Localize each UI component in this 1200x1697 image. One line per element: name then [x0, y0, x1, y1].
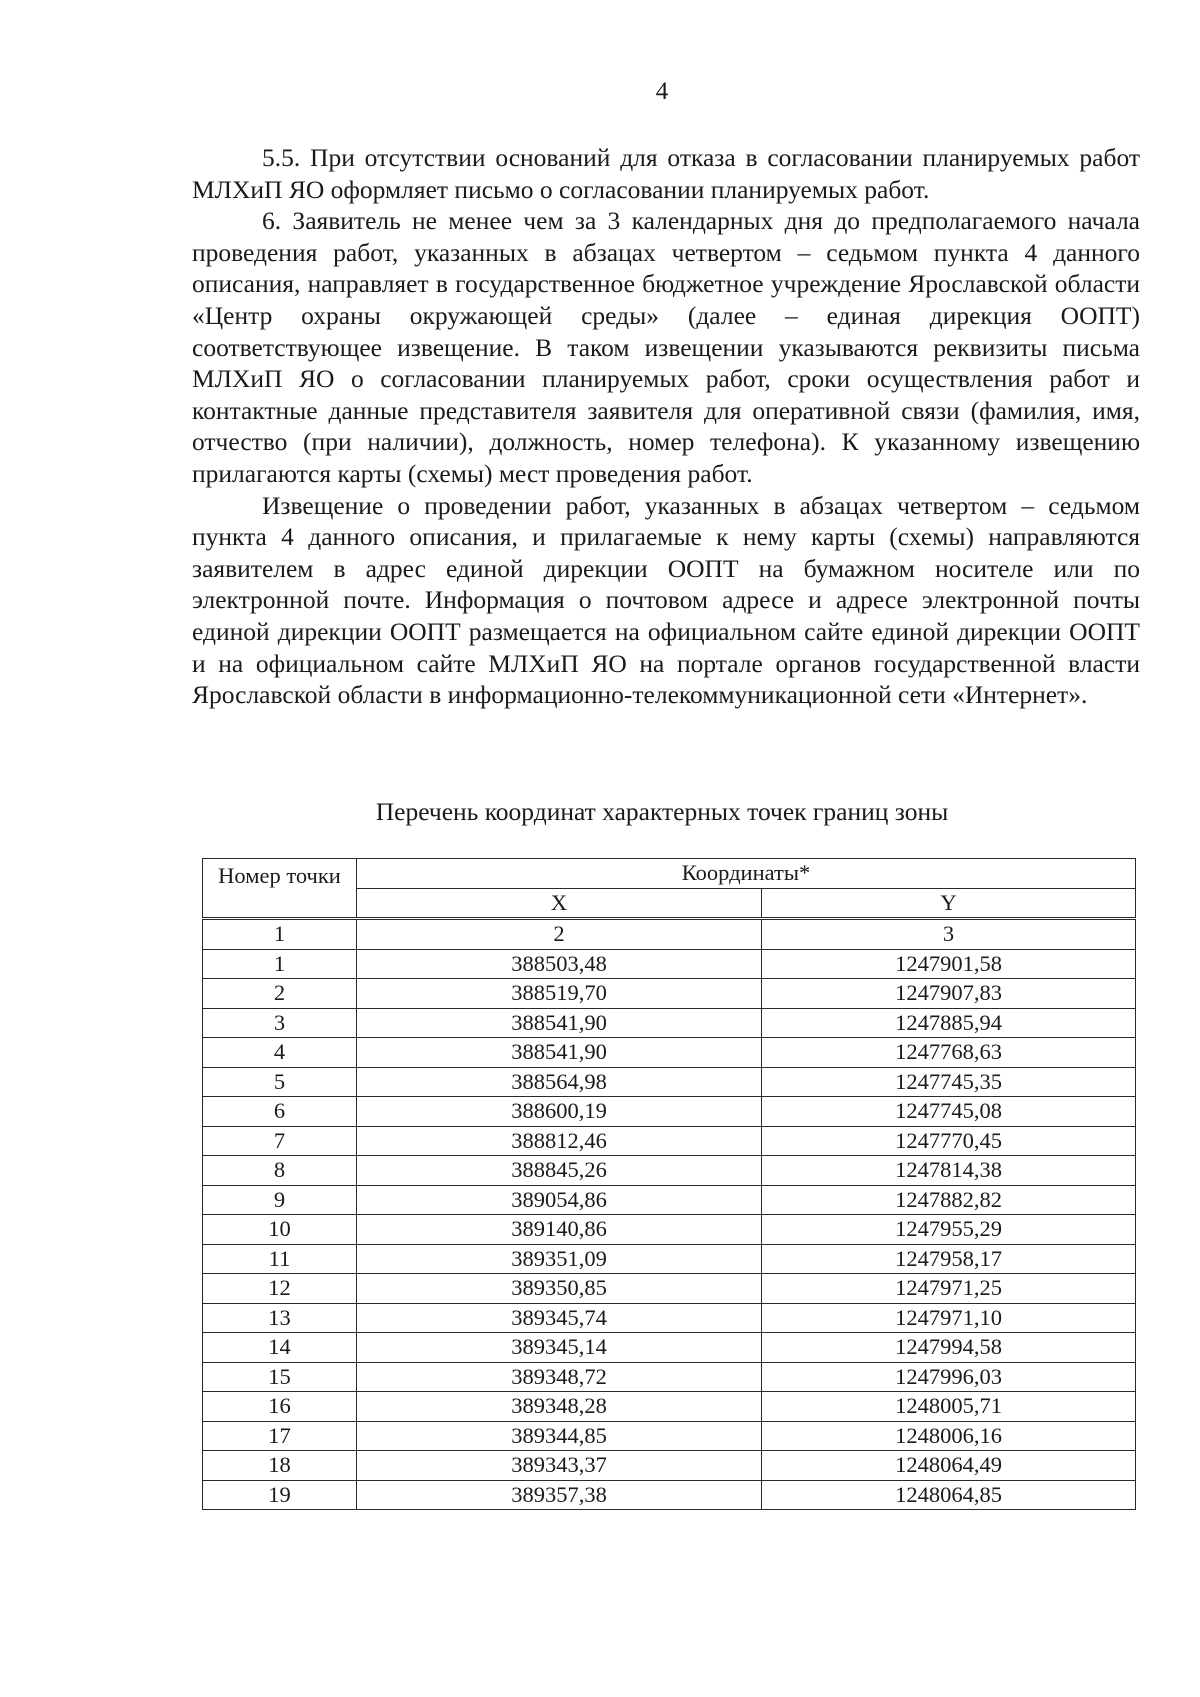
table-cell: 389348,72 — [357, 1362, 762, 1392]
table-row — [203, 1333, 1136, 1363]
table-cell: 19 — [203, 1480, 357, 1510]
table-cell: 13 — [203, 1303, 357, 1333]
table-cell: 12 — [203, 1274, 357, 1304]
table-row — [203, 1215, 1136, 1245]
table-cell: 2 — [203, 979, 357, 1009]
table-row — [203, 1185, 1136, 1215]
table-row — [203, 1067, 1136, 1097]
table-row — [203, 1362, 1136, 1392]
table-cell: 7 — [203, 1126, 357, 1156]
body-text — [192, 142, 1140, 711]
table-cell: 388541,90 — [357, 1008, 762, 1038]
table-cell: 1247994,58 — [762, 1333, 1136, 1363]
table-cell: 1247885,94 — [762, 1008, 1136, 1038]
table-row — [203, 979, 1136, 1009]
table-row — [203, 1008, 1136, 1038]
table-cell: 17 — [203, 1421, 357, 1451]
header-point-number: Номер точки — [203, 859, 357, 919]
table-cell: 389357,38 — [357, 1480, 762, 1510]
table-row — [203, 1392, 1136, 1422]
table-cell: 1247768,63 — [762, 1038, 1136, 1068]
table-cell: 16 — [203, 1392, 357, 1422]
table-row — [203, 1451, 1136, 1481]
table-cell: 1 — [203, 949, 357, 979]
table-cell: 1247971,25 — [762, 1274, 1136, 1304]
table-cell: 3 — [203, 1008, 357, 1038]
table-cell: 11 — [203, 1244, 357, 1274]
table-cell: 10 — [203, 1215, 357, 1245]
table-cell: 1247901,58 — [762, 949, 1136, 979]
table-cell: 1248006,16 — [762, 1421, 1136, 1451]
table-row — [203, 1303, 1136, 1333]
table-cell: 1247882,82 — [762, 1185, 1136, 1215]
table-cell: 389054,86 — [357, 1185, 762, 1215]
table-cell: 389140,86 — [357, 1215, 762, 1245]
table-index-row — [203, 919, 1136, 950]
table-cell: 388812,46 — [357, 1126, 762, 1156]
table-cell: 389343,37 — [357, 1451, 762, 1481]
table-cell: 389345,74 — [357, 1303, 762, 1333]
table-row — [203, 1156, 1136, 1186]
table-cell: 1247770,45 — [762, 1126, 1136, 1156]
paragraph: 5.5. При отсутствии оснований для отказа в согласовании планируемых работ МЛХиП ЯО оформляет письмо о согласовании планируемых работ. — [192, 143, 1140, 204]
table-cell: 1248064,49 — [762, 1451, 1136, 1481]
table-cell: 389345,14 — [357, 1333, 762, 1363]
table-header-row — [203, 859, 1136, 889]
table-cell: 1247958,17 — [762, 1244, 1136, 1274]
table-cell: 15 — [203, 1362, 357, 1392]
table-cell: 1247996,03 — [762, 1362, 1136, 1392]
table-row — [203, 1038, 1136, 1068]
table-cell: 1247745,08 — [762, 1097, 1136, 1127]
table-cell: 1247971,10 — [762, 1303, 1136, 1333]
table-cell: 389351,09 — [357, 1244, 762, 1274]
header-x: X — [357, 888, 762, 919]
table-row — [203, 1126, 1136, 1156]
table-cell: 1 — [203, 919, 357, 950]
table-row — [203, 1244, 1136, 1274]
table-cell: 1247955,29 — [762, 1215, 1136, 1245]
table-cell: 4 — [203, 1038, 357, 1068]
table-cell: 389344,85 — [357, 1421, 762, 1451]
header-y: Y — [762, 888, 1136, 919]
table-row — [203, 1421, 1136, 1451]
table-cell: 388519,70 — [357, 979, 762, 1009]
table-row — [203, 949, 1136, 979]
table-cell: 6 — [203, 1097, 357, 1127]
table-cell: 5 — [203, 1067, 357, 1097]
table-cell: 389350,85 — [357, 1274, 762, 1304]
table-cell: 18 — [203, 1451, 357, 1481]
table-cell: 388564,98 — [357, 1067, 762, 1097]
table-cell: 388503,48 — [357, 949, 762, 979]
table-row — [203, 1274, 1136, 1304]
table-cell: 2 — [357, 919, 762, 950]
table-cell: 1247907,83 — [762, 979, 1136, 1009]
coordinates-table — [202, 858, 1136, 1510]
table-cell: 1247745,35 — [762, 1067, 1136, 1097]
table-cell: 1248005,71 — [762, 1392, 1136, 1422]
table-cell: 1247814,38 — [762, 1156, 1136, 1186]
table-cell: 14 — [203, 1333, 357, 1363]
table-row — [203, 1097, 1136, 1127]
table-cell: 3 — [762, 919, 1136, 950]
table-cell: 1248064,85 — [762, 1480, 1136, 1510]
table-cell: 388541,90 — [357, 1038, 762, 1068]
table-cell: 9 — [203, 1185, 357, 1215]
paragraph: Извещение о проведении работ, указанных в абзацах четвертом – седьмом пункта 4 данного описания, и прилагаемые к нему карты (схемы) направляются заявителем в адрес единой дирекции ООПТ на бумажном носителе или по электронной почте. Информация о почтовом адресе и адресе электронной почты единой дирекции ООПТ размещается на официальном сайте единой дирекции ООПТ и на официальном сайте МЛХиП ЯО на портале органов государственной власти Ярославской области в информационно-телекоммуникационной сети «Интернет». — [192, 490, 1140, 710]
table-cell: 388600,19 — [357, 1097, 762, 1127]
table-cell: 388845,26 — [357, 1156, 762, 1186]
header-coordinates: Координаты* — [357, 859, 1136, 889]
page-number: 4 — [655, 78, 669, 105]
paragraph: 6. Заявитель не менее чем за 3 календарных дня до предполагаемого начала проведения работ, указанных в абзацах четвертом – седьмом пункта 4 данного описания, направляет в государственное бюджетное учреждение Ярославской области «Центр охраны окружающей среды» (далее – единая дирекция ООПТ) соответствующее извещение. В таком извещении указываются реквизиты письма МЛХиП ЯО о согласовании планируемых работ, сроки осуществления работ и контактные данные представителя заявителя для оперативной связи (фамилия, имя, отчество (при наличии), должность, номер телефона). К указанному извещению прилагаются карты (схемы) мест проведения работ. — [192, 206, 1140, 488]
table-title: Перечень координат характерных точек границ зоны — [375, 797, 949, 826]
table-cell: 389348,28 — [357, 1392, 762, 1422]
table-row — [203, 1480, 1136, 1510]
table-cell: 8 — [203, 1156, 357, 1186]
